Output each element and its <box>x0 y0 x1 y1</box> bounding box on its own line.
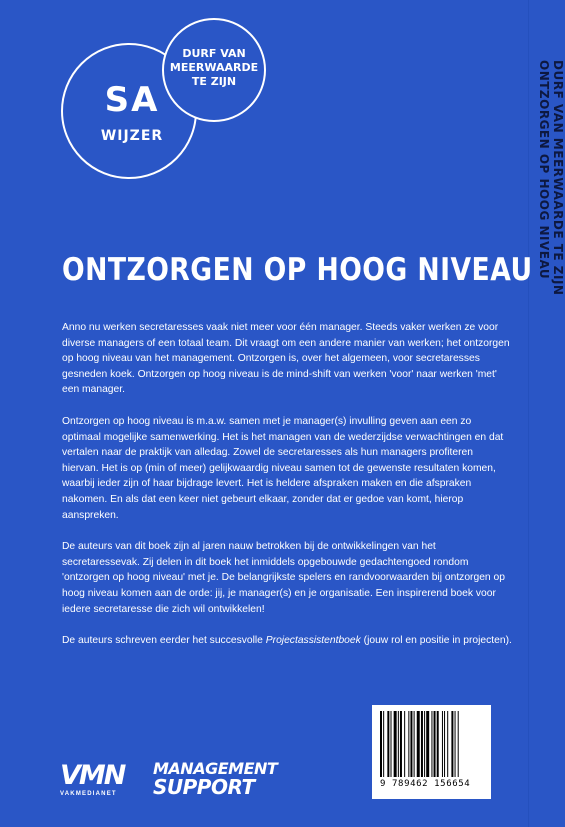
blurb-paragraph-3: De auteurs van dit boek zijn al jaren nauw betrokken bij de ontwikkelingen van het secretaressevak. Zij delen in dit boek het inmiddels opgebouwde gedachtengoed rondom 'ontzorgen op hoog niveau' met je. De belangrijkste spelers en randvoorwaarden bij ontzorgen op hoog niveau komen aan de orde: jij, je manager(s) en je organisatie. Een inspirerend boek voor iedere secretaresse die zich wil ontwikkelen! <box>62 541 505 615</box>
p4-text-after: (jouw rol en positie in projecten). <box>360 635 512 647</box>
book-title: ONTZORGEN OP HOOG NIVEAU <box>62 252 533 288</box>
p4-book-title: Projectassistentboek <box>265 635 361 647</box>
p4-text-before: De auteurs schreven eerder het succesvolle <box>62 635 266 647</box>
spine-title: ONTZORGEN OP HOOG NIVEAU <box>537 60 551 280</box>
vakmedianet-logo <box>60 762 135 797</box>
blurb <box>62 320 512 665</box>
ms-logo-line1: MANAGEMENT <box>153 759 278 778</box>
wijzer-logo-text: WIJZER <box>100 128 164 144</box>
vmn-logo-mark: VMN <box>60 760 125 791</box>
ms-logo-line2: SUPPORT <box>153 775 255 799</box>
tagline-text: DURF VAN MEERWAARDE TE ZIJN <box>169 47 259 88</box>
blurb-paragraph-4 <box>62 633 512 649</box>
spine-subtitle: DURF VAN MEERWAARDE TE ZIJN <box>551 60 565 296</box>
isbn-number: 9 789462 156654 <box>380 779 471 789</box>
blurb-paragraph-1: Anno nu werken secretaresses vaak niet meer voor één manager. Steeds vaker werken ze voor diverse managers of een totaal team. Dit vraagt om een andere manier van werken; het ontzorgen op hoog niveau van het management. Ontzorgen is, over het algemeen, voor secretaresses gesneden koek. Ontzorgen op hoog niveau is de mind-shift van werken 'voor' naar werken 'met' een manager. <box>62 322 510 396</box>
sa-logo-text: SA <box>104 80 160 120</box>
barcode-bars <box>380 711 483 777</box>
vmn-logo-sub: VAKMEDIANET <box>60 791 117 797</box>
management-support-logo <box>153 759 283 799</box>
blurb-paragraph-2: Ontzorgen op hoog niveau is m.a.w. samen met je manager(s) invulling geven aan een zo optimaal mogelijke samenwerking. Het is het managen van de wederzijdse verwachtingen en dat vertalen naar de praktijk van alledag. Zowel de secretaresses als hun managers profiteren hiervan. Het is op (min of meer) gelijkwaardig niveau samen tot de gewenste resultaten komen, waarbij ieder zijn of haar bijdrage levert. Het is heldere afspraken maken en die afspraken nakomen. En als dat een keer niet gebeurt elkaar, zonder dat er gedoe van komt, hierop aanspreken. <box>62 415 504 521</box>
spine-text <box>537 60 565 295</box>
isbn-barcode <box>372 705 491 799</box>
